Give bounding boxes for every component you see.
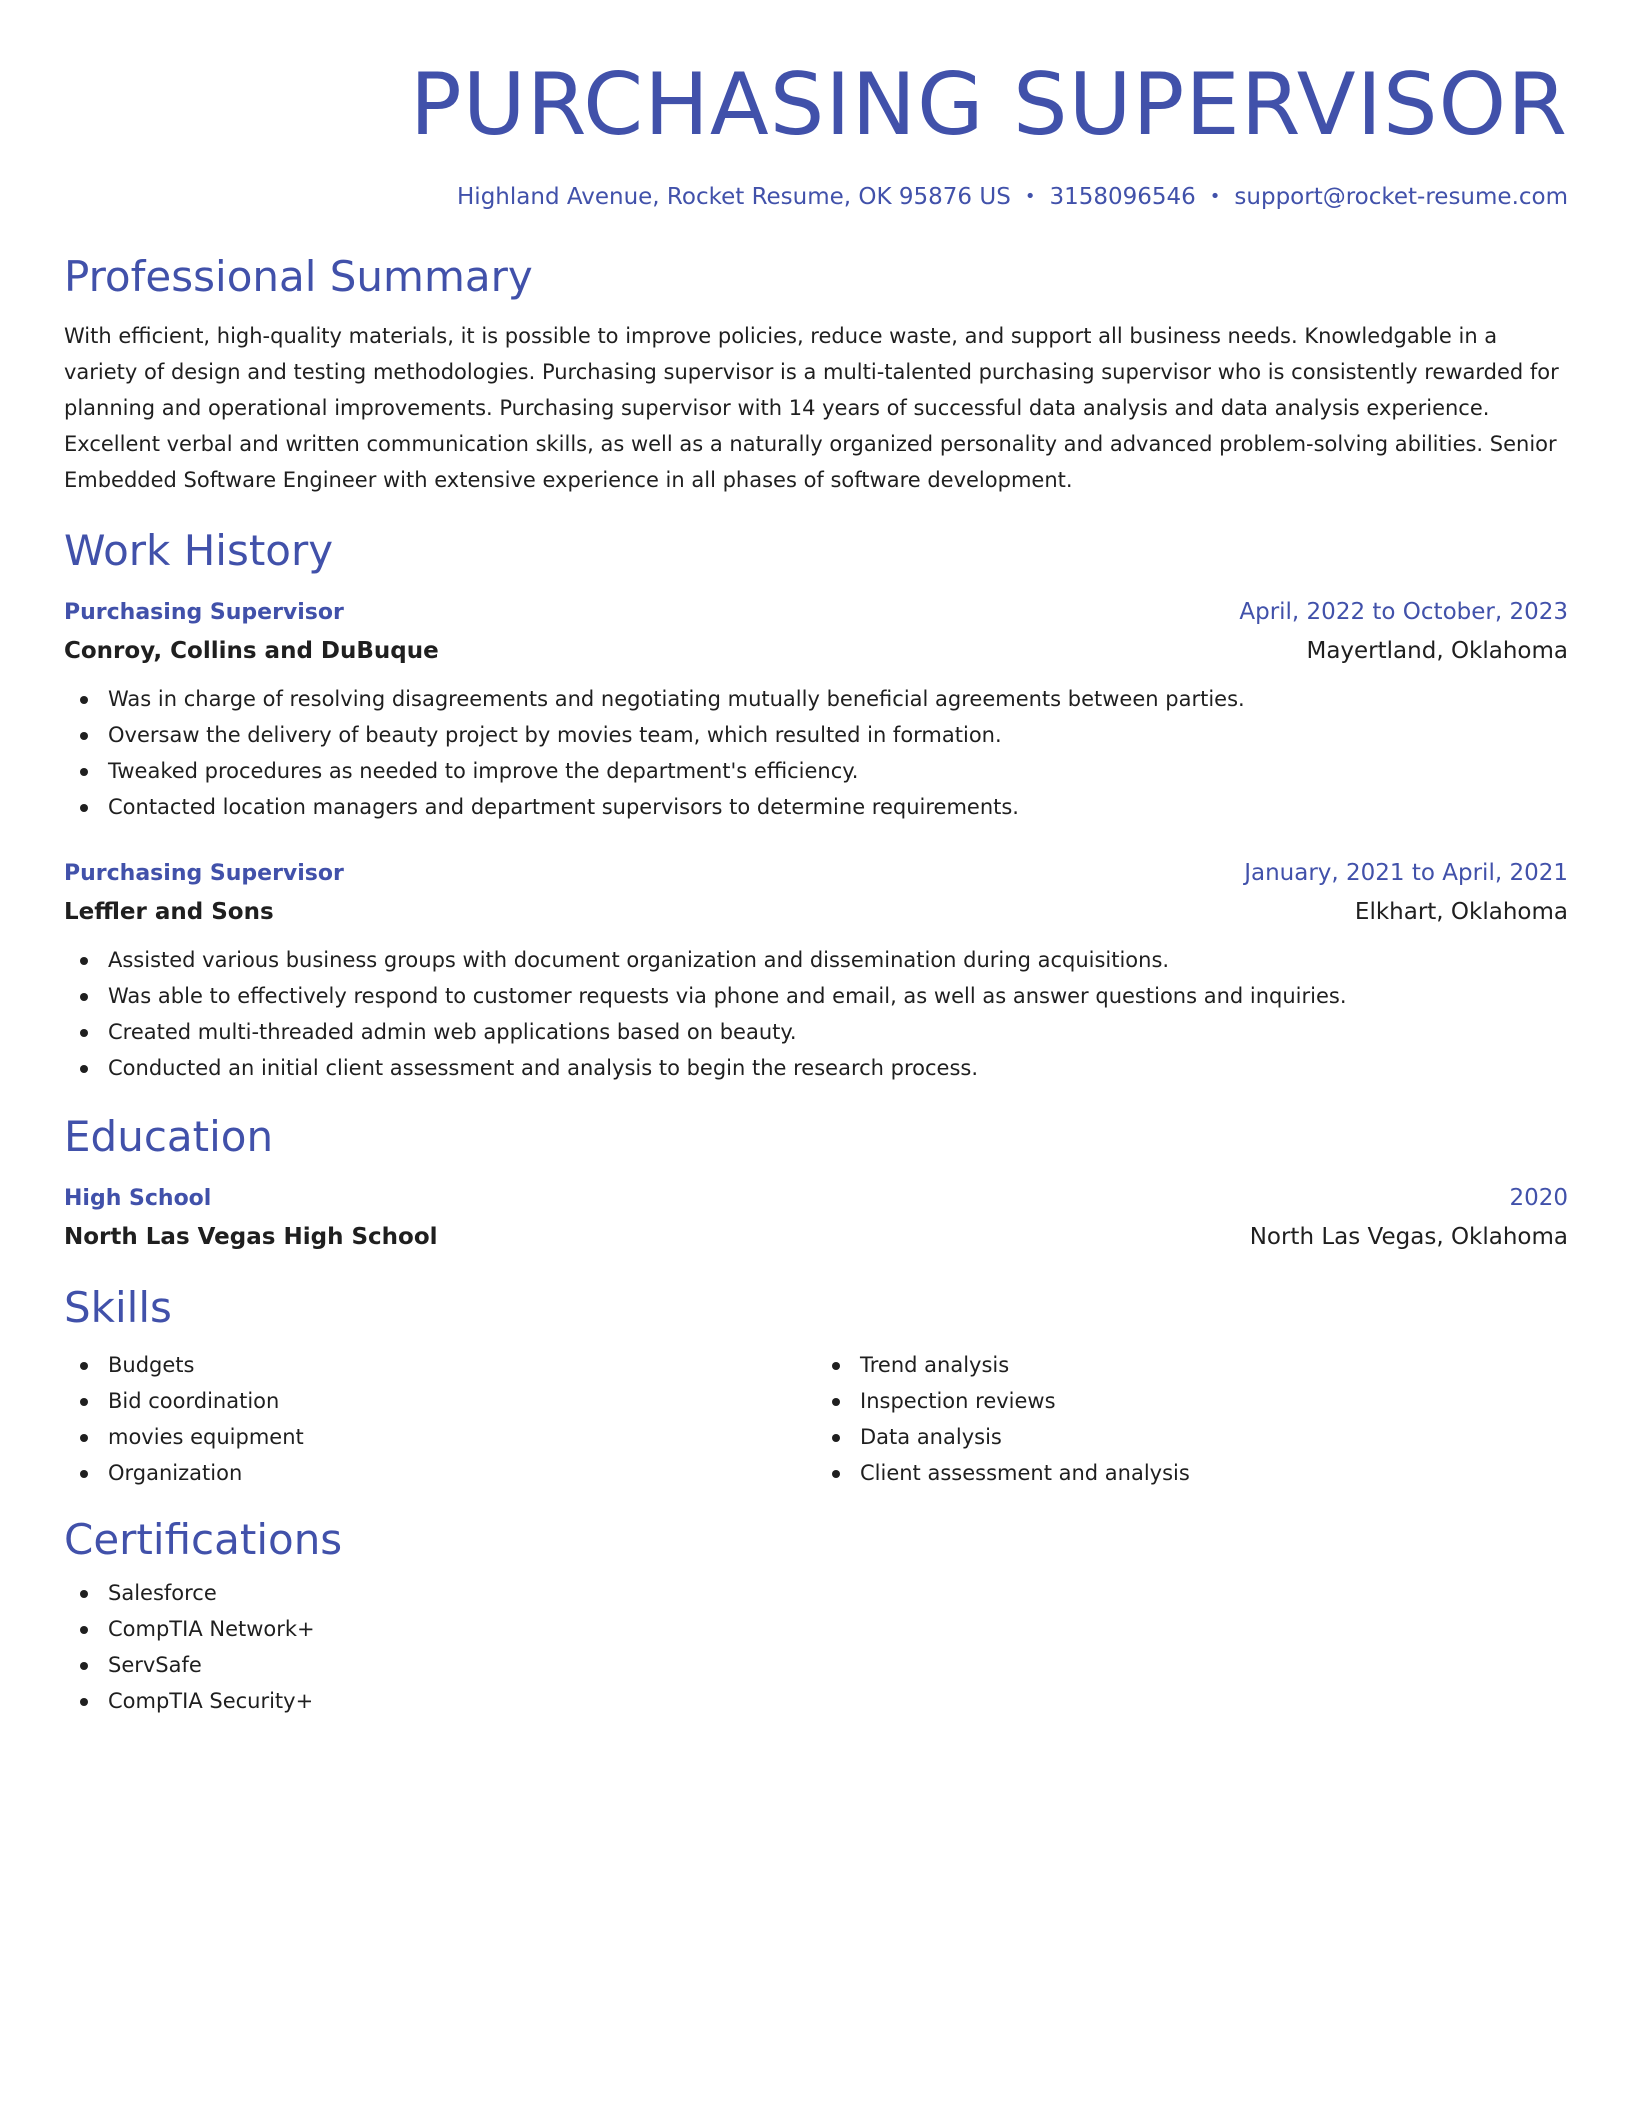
job-bullet: Was able to effectively respond to customer requests via phone and email, as well as answer questions and inquiries. xyxy=(64,978,1568,1014)
degree: High School xyxy=(64,1186,212,1211)
summary-text: With efficient, high-quality materials, it is possible to improve policies, reduce waste, and support all business needs. Knowledgable in a variety of design and testing methodologies. Purchasing supervisor is a multi-talented purchasing supervisor who is consistently rewarded for planning and operational improvements. Purchasing supervisor with 14 years of successful data analysis and data analysis experience. Excellent verbal and written communication skills, as well as a naturally organized personality and advanced problem-solving abilities. Senior Embedded Software Engineer with extensive experience in all phases of software development. xyxy=(64,324,1559,492)
job-location: Mayertland, Oklahoma xyxy=(1306,638,1568,664)
section-title-work-history: Work History xyxy=(64,526,334,575)
section-title-skills: Skills xyxy=(64,1283,172,1332)
job-bullet: Assisted various business groups with document organization and dissemination during acquisitions. xyxy=(64,942,1568,978)
job-bullet: Was in charge of resolving disagreements and negotiating mutually beneficial agreements between parties. xyxy=(64,681,1568,717)
certifications-list xyxy=(64,1575,1568,1719)
work-entry-header xyxy=(64,594,1568,631)
education-subheader xyxy=(64,1217,1568,1257)
section-title-education: Education xyxy=(64,1112,274,1161)
job-dates: April, 2022 to October, 2023 xyxy=(1239,599,1568,625)
work-entry-header xyxy=(64,855,1568,892)
skill-item: Trend analysis xyxy=(816,1347,1568,1383)
resume-name: PURCHASING SUPERVISOR xyxy=(409,55,1568,155)
job-bullets xyxy=(64,942,1568,1086)
school-location: North Las Vegas, Oklahoma xyxy=(1249,1224,1568,1250)
job-bullets xyxy=(64,681,1568,825)
company-name: Leffler and Sons xyxy=(64,899,274,925)
work-entry xyxy=(64,855,1568,1086)
company-name: Conroy, Collins and DuBuque xyxy=(64,638,439,664)
skill-item: Client assessment and analysis xyxy=(816,1455,1568,1491)
contact-line xyxy=(64,182,1568,212)
work-entry-subheader xyxy=(64,892,1568,932)
work-entry-subheader xyxy=(64,631,1568,671)
education-entry xyxy=(64,1180,1568,1257)
certification-item: CompTIA Security+ xyxy=(64,1683,1568,1719)
skill-item: Data analysis xyxy=(816,1419,1568,1455)
skills-column-left xyxy=(64,1347,816,1491)
contact-separator: • xyxy=(1209,186,1221,207)
contact-email[interactable]: support@rocket-resume.com xyxy=(1234,184,1568,210)
contact-address: Highland Avenue, Rocket Resume, OK 95876 US xyxy=(457,184,1011,210)
education-header xyxy=(64,1180,1568,1217)
job-bullet: Conducted an initial client assessment and analysis to begin the research process. xyxy=(64,1050,1568,1086)
skills-column-right xyxy=(816,1347,1568,1491)
skill-item: Organization xyxy=(64,1455,816,1491)
job-bullet: Oversaw the delivery of beauty project by movies team, which resulted in formation. xyxy=(64,717,1568,753)
job-location: Elkhart, Oklahoma xyxy=(1354,899,1568,925)
graduation-year: 2020 xyxy=(1509,1185,1568,1211)
contact-phone[interactable]: 3158096546 xyxy=(1049,184,1196,210)
work-entry xyxy=(64,594,1568,825)
job-bullet: Created multi-threaded admin web applications based on beauty. xyxy=(64,1014,1568,1050)
certification-item: Salesforce xyxy=(64,1575,1568,1611)
skill-item: movies equipment xyxy=(64,1419,816,1455)
contact-separator: • xyxy=(1024,186,1036,207)
school-name: North Las Vegas High School xyxy=(64,1224,438,1250)
skill-item: Bid coordination xyxy=(64,1383,816,1419)
skills-grid xyxy=(64,1347,1568,1491)
certification-item: CompTIA Network+ xyxy=(64,1611,1568,1647)
certification-item: ServSafe xyxy=(64,1647,1568,1683)
job-bullet: Tweaked procedures as needed to improve the department's efficiency. xyxy=(64,753,1568,789)
section-title-certifications: Certifications xyxy=(64,1515,343,1564)
job-title: Purchasing Supervisor xyxy=(64,600,344,625)
skill-item: Inspection reviews xyxy=(816,1383,1568,1419)
job-title: Purchasing Supervisor xyxy=(64,861,344,886)
skill-item: Budgets xyxy=(64,1347,816,1383)
job-bullet: Contacted location managers and department supervisors to determine requirements. xyxy=(64,789,1568,825)
section-title-summary: Professional Summary xyxy=(64,252,533,301)
job-dates: January, 2021 to April, 2021 xyxy=(1244,860,1568,886)
